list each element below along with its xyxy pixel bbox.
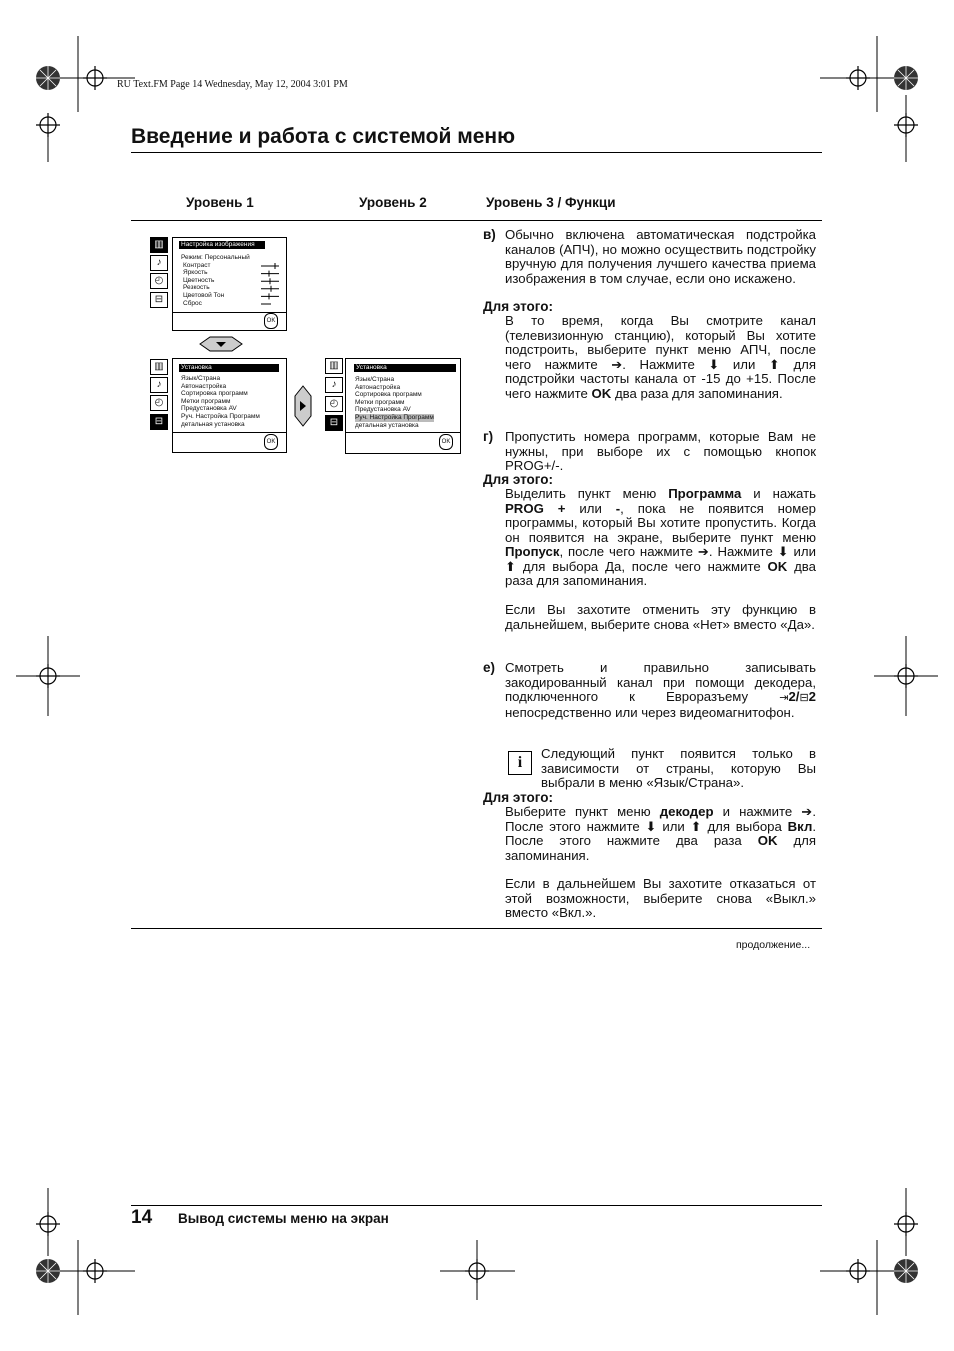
screen-item: детальная установка: [181, 420, 245, 428]
section-marker-v: в): [483, 227, 496, 242]
ok-button-icon: OK: [264, 313, 278, 329]
continued-note: продолжение...: [736, 939, 811, 951]
section-g-note: Если Вы захотите отменить эту функцию в дальнейшем, выберите снова «Нет» вместо «Да».: [505, 602, 816, 632]
page-title: Введение и работа с системой меню: [131, 125, 516, 148]
column-level1: Уровень 1: [186, 195, 254, 210]
screen-item: Метки программ: [181, 397, 231, 405]
footer-rule: [131, 1205, 822, 1206]
section-e-note: Если в дальнейшем Вы захотите отказаться от этой возможности, выберите снова «Выкл.» вместо «Вкл.».: [505, 876, 816, 920]
picture-menu-icon: ▥: [150, 237, 168, 253]
setup-screen: [172, 358, 287, 453]
timer-menu-icon: ◴: [325, 396, 343, 412]
screen-item: Резкость: [183, 284, 210, 292]
screen-item: Сортировка программ: [181, 390, 248, 398]
section-v-howto: В то время, когда Вы смотрите канал (телевизионную станцию), который Вы хотите подстроить, выберите пункт меню АПЧ, после чего нажмите ➔. Нажмите ⬇ или ⬆ для подстройки частоты канала от -15 до +15. После чего нажмите OK два раза для запоминания.: [505, 313, 816, 401]
screen-item: Метки программ: [355, 398, 405, 406]
screen-item: Сортировка программ: [355, 391, 422, 399]
file-header: RU Text.FM Page 14 Wednesday, May 12, 2004 3:01 PM: [117, 79, 348, 90]
section-v-text: Обычно включена автоматическая подстройка каналов (АПЧ), но можно осуществить подстройку вручную для получения лучшего качества приема изображения в том случае, если оно искажено.: [505, 227, 816, 286]
screen-item: Язык/Страна: [355, 376, 395, 383]
header-rule: [131, 220, 822, 221]
timer-menu-icon: ◴: [150, 273, 168, 289]
picture-menu-icon: ▥: [150, 359, 168, 375]
ok-button-icon: OK: [439, 434, 453, 450]
screen-item: Контраст: [183, 261, 211, 269]
setup-menu-icon: ⊟: [150, 414, 168, 430]
section-e-label: Для этого:: [483, 790, 553, 805]
screen-item: Цветность: [183, 276, 215, 284]
section-marker-g: г): [483, 429, 494, 444]
setup-menu-icon: ⊟: [150, 292, 168, 308]
sound-menu-icon: ♪: [325, 377, 343, 393]
picture-menu-icon: ▥: [325, 358, 343, 374]
down-arrow-button-icon: [198, 336, 244, 352]
column-level2: Уровень 2: [359, 195, 427, 210]
setup-menu-icon: ⊟: [325, 415, 343, 431]
screen-item: Автонастройка: [355, 383, 401, 391]
info-icon: i: [508, 751, 532, 775]
section-e-howto: Выберите пункт меню декодер и нажмите ➔. После этого нажмите ⬇ или ⬆ для выбора Вкл. После этого нажмите два раза OK для запоминания.: [505, 804, 816, 863]
right-arrow-button-icon: [294, 385, 312, 427]
section-v-label: Для этого:: [483, 299, 553, 314]
page-number: 14: [131, 1207, 153, 1228]
screen-title: Настройка изображения: [179, 241, 265, 249]
slider-bars: [259, 262, 281, 306]
timer-menu-icon: ◴: [150, 395, 168, 411]
column-level3: Уровень 3 / Функци: [486, 195, 616, 210]
screen-title: Установка: [354, 364, 456, 372]
content-bottom-rule: [131, 928, 822, 929]
sound-menu-icon: ♪: [150, 255, 168, 271]
screen-item: Предустановка AV: [181, 405, 237, 413]
screen-item: Автонастройка: [181, 382, 227, 390]
screen-item: Предустановка AV: [355, 406, 411, 414]
screen-item: Язык/Страна: [181, 375, 221, 382]
screen-item: Сброс: [183, 299, 202, 307]
setup-screen-highlighted: [345, 358, 461, 454]
screen-item: Цветовой Тон: [183, 292, 225, 299]
screen-item: Руч. Настройка Программ: [181, 413, 260, 420]
screen-title: Установка: [179, 364, 279, 372]
sound-menu-icon: ♪: [150, 377, 168, 393]
scart-connector-icon: ⇥: [779, 692, 789, 704]
section-e-text: Смотреть и правильно записывать закодированный канал при помощи декодера, подключенного к Евроразъему ⇥2/⊟2 непосредственно или через видеомагнитофон.: [505, 660, 816, 720]
section-g-text: Пропустить номера программ, которые Вам не нужны, при выборе их с помощью кнопок PROG+/-.: [505, 429, 816, 473]
screen-item: детальная установка: [355, 421, 419, 429]
footer-section-title: Вывод системы меню на экран: [178, 1211, 389, 1226]
screen-item-selected: Руч. Настройка Программ: [355, 414, 434, 421]
section-g-label: Для этого:: [483, 472, 553, 487]
screen-item: Яркость: [183, 269, 208, 277]
screen-item: Режим: Персональный: [181, 254, 250, 261]
ok-button-icon: OK: [264, 434, 278, 450]
section-marker-e: е): [483, 660, 496, 675]
title-rule: [131, 152, 822, 153]
section-g-howto: Выделить пункт меню Программа и нажать PROG + или -, пока не появится номер программы, который Вы хотите пропустить. Когда он появится на экране, выберите пункт меню Пропуск, после чего нажмите ➔. Нажмите ⬇ или ⬆ для выбора Да, после чего нажмите OK два раза для запоминания.: [505, 486, 816, 588]
picture-settings-screen: [172, 237, 287, 331]
section-e-info: Следующий пункт появится только в зависимости от страны, которую Вы выбрали в меню «Язык/Страна».: [541, 746, 816, 790]
scart-decoder-icon: ⊟: [799, 692, 809, 704]
